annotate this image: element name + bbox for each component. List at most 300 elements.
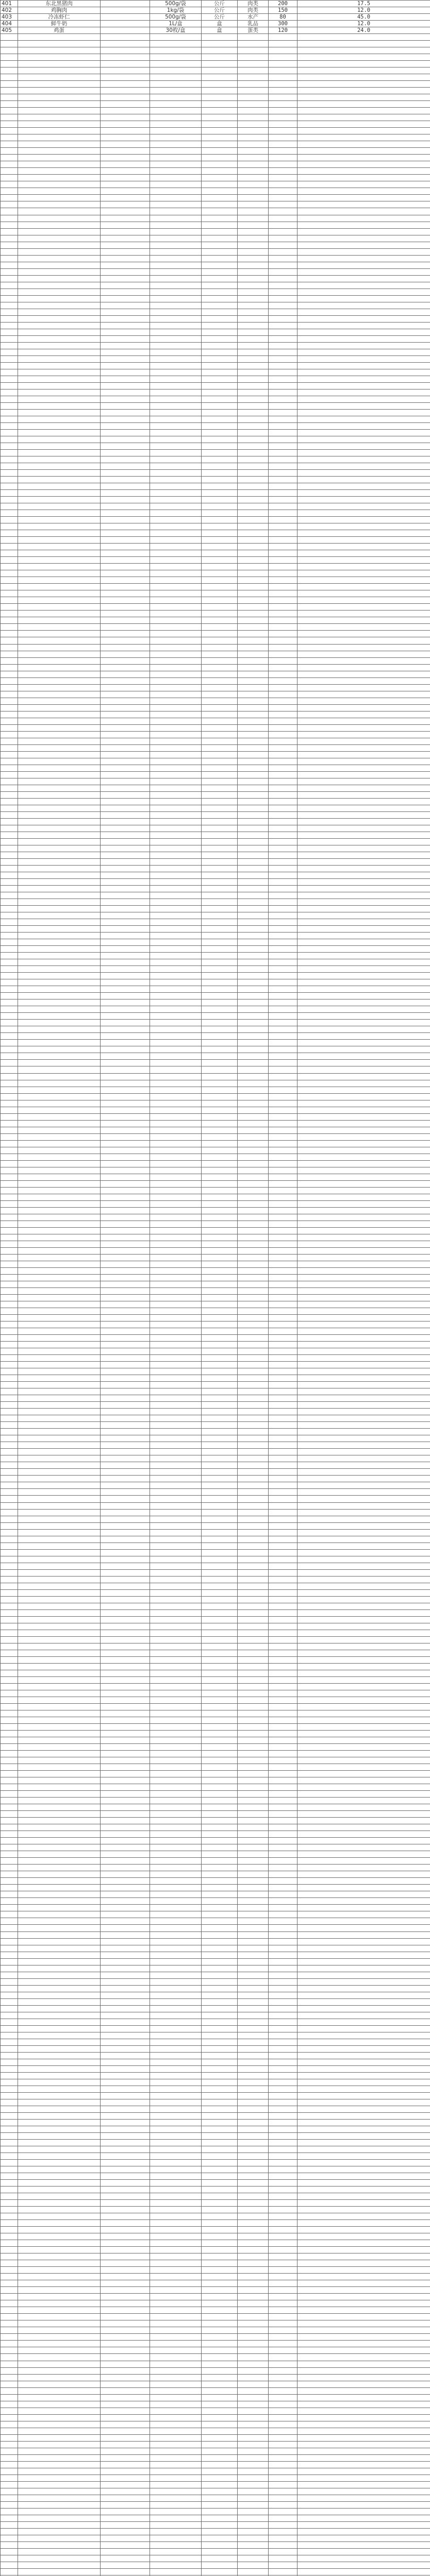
table-cell [18,2079,101,2086]
table-cell [202,268,238,275]
table-cell [18,1623,101,1630]
table-cell [101,866,150,872]
table-row [1,1663,430,1670]
table-cell [269,637,297,644]
table-cell [1,382,18,389]
table-cell [269,1335,297,1342]
table-cell [18,845,101,852]
table-row [1,677,430,684]
table-cell [202,1811,238,1818]
table-cell [238,34,269,41]
table-cell [202,1656,238,1663]
table-cell [269,88,297,94]
table-cell [1,933,18,939]
table-cell [18,637,101,644]
table-cell [1,906,18,912]
table-cell [238,973,269,979]
table-row [1,698,430,704]
table-cell [238,188,269,195]
table-cell [101,818,150,825]
table-cell [150,939,202,946]
table-cell [101,1429,150,1435]
table-row [1,1254,430,1261]
table-cell [1,61,18,67]
table-cell [150,2146,202,2153]
table-cell [101,959,150,966]
table-cell [101,228,150,235]
table-cell [1,2454,18,2461]
table-cell [101,872,150,879]
table-cell [18,41,101,47]
table-cell [1,262,18,268]
table-cell [101,1529,150,1536]
table-cell [18,1784,101,1791]
table-cell [238,852,269,858]
table-cell [150,443,202,450]
table-cell [202,2019,238,2025]
table-row [1,2394,430,2401]
table-cell [238,2528,269,2535]
table-cell [238,1227,269,1234]
table-cell [202,771,238,778]
table-cell [269,477,297,483]
table-cell [101,1315,150,1321]
table-cell [297,88,430,94]
table-cell [18,1060,101,1066]
table-cell [18,2005,101,2012]
table-cell [101,2200,150,2207]
table-cell [238,1777,269,1784]
table-row [1,1905,430,1911]
table-cell [202,2025,238,2032]
table-cell [18,1127,101,1133]
table-cell [101,456,150,463]
table-cell [202,2173,238,2180]
table-cell [1,1388,18,1395]
table-cell [1,2032,18,2039]
table-cell [297,1442,430,1449]
table-cell [1,1522,18,1529]
table-cell [101,912,150,919]
table-cell [101,2481,150,2488]
table-cell [202,785,238,791]
table-cell [101,248,150,255]
table-cell [1,744,18,751]
table-cell [150,1194,202,1200]
table-cell [297,1415,430,1422]
table-cell [18,1355,101,1362]
table-cell [297,926,430,933]
table-cell [101,2112,150,2119]
table-cell [18,2434,101,2441]
table-cell [1,2468,18,2475]
table-cell [101,798,150,805]
table-row [1,2361,430,2367]
table-row [1,1409,430,1415]
table-cell [297,2005,430,2012]
table-cell [202,1965,238,1972]
table-row [1,2367,430,2374]
table-row [1,450,430,456]
table-cell [18,389,101,396]
table-cell [202,1898,238,1905]
table-cell [1,704,18,711]
table-cell [1,590,18,597]
table-cell [269,570,297,577]
table-cell [150,2394,202,2401]
table-cell [202,2307,238,2314]
table-cell [1,409,18,416]
table-cell [238,329,269,335]
table-cell [297,235,430,242]
table-cell [18,852,101,858]
table-cell [297,497,430,503]
table-cell [1,470,18,477]
table-cell [1,617,18,624]
table-cell [202,2132,238,2139]
table-row [1,148,430,155]
table-cell [238,181,269,188]
table-cell [101,1274,150,1281]
table-cell [150,1784,202,1791]
table-cell [101,1254,150,1261]
table-cell [101,2213,150,2220]
table-cell [238,2207,269,2213]
table-cell [269,617,297,624]
table-cell [18,335,101,342]
table-cell [269,2541,297,2548]
table-row [1,1160,430,1167]
table-cell [18,2240,101,2247]
table-cell [238,1865,269,1871]
table-row [1,906,430,912]
table-cell [18,1422,101,1429]
table-cell [150,2005,202,2012]
table-cell [238,2535,269,2541]
table-cell [297,1254,430,1261]
table-cell [297,1858,430,1865]
table-cell [297,2408,430,2414]
table-cell [202,81,238,88]
table-cell [238,1241,269,1247]
table-cell [202,2227,238,2233]
table-cell [1,108,18,114]
table-cell [150,349,202,355]
table-cell [269,2354,297,2361]
table-cell [238,1120,269,1127]
table-cell [297,2173,430,2180]
table-cell [238,523,269,530]
table-cell [150,570,202,577]
table-cell [269,510,297,517]
table-row [1,2132,430,2139]
table-cell [150,604,202,611]
table-cell [18,2253,101,2260]
table-cell [101,188,150,195]
table-row [1,1422,430,1429]
table-cell [150,1409,202,1415]
table-cell [101,2099,150,2106]
table-cell [202,1348,238,1355]
table-row [1,1449,430,1455]
table-cell [297,2247,430,2253]
table-cell [238,2334,269,2341]
table-cell [238,912,269,919]
table-cell [18,2428,101,2434]
table-cell [101,1308,150,1315]
table-row [1,1476,430,1482]
table-row [1,94,430,101]
table-cell [18,677,101,684]
table-cell [1,483,18,490]
table-cell [1,2515,18,2521]
table-cell [269,382,297,389]
table-cell [202,651,238,657]
table-cell [150,590,202,597]
table-row [1,208,430,215]
table-cell [238,2025,269,2032]
table-cell [150,148,202,155]
table-cell [1,490,18,497]
table-cell [238,490,269,497]
table-cell [101,1650,150,1656]
table-cell [238,1737,269,1744]
table-cell [202,691,238,698]
table-cell [269,845,297,852]
table-row [1,1650,430,1656]
table-row [1,2106,430,2112]
table-cell [18,537,101,544]
table-cell [18,175,101,181]
table-cell [297,953,430,959]
table-cell [150,2106,202,2112]
table-cell [202,1046,238,1053]
table-cell [150,108,202,114]
table-row [1,1227,430,1234]
table-cell [1,2488,18,2495]
table-cell [269,1791,297,1798]
table-cell [1,1583,18,1589]
table-cell [150,544,202,550]
table-cell [150,899,202,906]
table-cell [238,2059,269,2065]
table-cell [238,1368,269,1375]
table-cell [101,2220,150,2227]
table-cell [150,1295,202,1301]
table-row [1,1321,430,1328]
table-cell [1,1167,18,1174]
table-cell [238,1791,269,1798]
table-cell [150,2535,202,2541]
table-cell [150,2495,202,2501]
table-row [1,872,430,879]
table-cell [269,376,297,382]
table-cell [18,94,101,101]
table-cell [238,778,269,785]
table-cell [18,81,101,88]
table-cell [150,879,202,886]
table-cell [269,1851,297,1858]
table-row [1,791,430,798]
table-cell [238,698,269,704]
table-cell [297,1073,430,1080]
table-cell [297,1321,430,1328]
table-cell [101,1462,150,1469]
table-cell [1,2434,18,2441]
table-row [1,2320,430,2327]
table-cell [1,1777,18,1784]
table-cell [101,1140,150,1147]
table-cell [101,1965,150,1972]
table-cell [202,349,238,355]
table-cell [101,2019,150,2025]
table-row [1,2294,430,2300]
table-cell [101,1670,150,1676]
table-cell [150,1315,202,1321]
table-cell [101,1026,150,1033]
table-cell [269,161,297,168]
table-cell [202,1623,238,1630]
table-cell [202,637,238,644]
table-cell [1,188,18,195]
table-cell [202,342,238,349]
table-row [1,2555,430,2562]
table-cell [18,2032,101,2039]
table-cell [150,1744,202,1751]
table-cell [297,430,430,436]
table-row [1,2207,430,2213]
table-cell [238,1362,269,1368]
table-cell [202,2012,238,2019]
table-cell [269,1227,297,1234]
table-cell [269,1154,297,1160]
table-cell [297,1918,430,1925]
table-cell [202,1771,238,1777]
table-cell [269,2475,297,2481]
table-cell [101,1583,150,1589]
table-cell [150,456,202,463]
table-cell [238,966,269,973]
table-cell [150,1154,202,1160]
table-cell [202,2207,238,2213]
table-cell [150,2187,202,2193]
table-cell [297,2448,430,2454]
table-cell [101,2132,150,2139]
table-row [1,7,430,14]
table-cell [269,1992,297,1998]
table-cell [269,2528,297,2535]
table-cell [297,604,430,611]
table-cell [1,389,18,396]
table-cell [1,523,18,530]
table-cell [1,2260,18,2267]
table-cell [150,584,202,590]
table-cell [297,577,430,584]
table-cell [101,1663,150,1670]
table-cell [202,530,238,537]
table-cell [150,953,202,959]
table-cell [101,1710,150,1717]
table-cell [269,2193,297,2200]
table-row [1,1147,430,1154]
table-cell [202,2488,238,2495]
table-cell [297,1549,430,1556]
table-cell [101,155,150,161]
table-cell [150,557,202,564]
table-cell [1,477,18,483]
table-cell [150,134,202,141]
table-cell [101,1576,150,1583]
table-cell [18,2327,101,2334]
table-cell [238,644,269,651]
table-cell [202,1100,238,1107]
table-cell [297,389,430,396]
table-cell [18,711,101,718]
table-cell [297,349,430,355]
table-cell [150,818,202,825]
table-cell [18,1382,101,1388]
table-cell [1,1435,18,1442]
table-row [1,704,430,711]
table-cell [1,295,18,302]
table-row [1,2568,430,2575]
table-cell [150,61,202,67]
table-cell [238,1992,269,1998]
table-row [1,1636,430,1643]
table-cell [18,664,101,671]
table-cell [101,282,150,289]
table-cell [18,2160,101,2166]
table-cell [101,436,150,443]
table-cell [101,302,150,309]
table-cell [101,94,150,101]
table-cell [269,463,297,470]
table-row [1,1180,430,1187]
table-cell [1,436,18,443]
table-cell [238,1113,269,1120]
table-cell [202,195,238,201]
table-cell [101,497,150,503]
table-cell [150,1402,202,1409]
table-cell [238,2508,269,2515]
table-cell [238,2065,269,2072]
table-cell [101,791,150,798]
table-cell [150,959,202,966]
table-row [1,1992,430,1998]
table-cell [1,1113,18,1120]
table-cell [238,1549,269,1556]
table-cell [1,2160,18,2166]
table-cell [297,530,430,537]
table-cell [297,2132,430,2139]
table-cell [101,1978,150,1985]
table-cell [1,1476,18,1482]
table-row [1,564,430,570]
table-cell [297,1623,430,1630]
table-cell [150,282,202,289]
table-cell [150,537,202,544]
table-body [1,1,430,2576]
table-cell [18,979,101,986]
table-cell [1,2267,18,2274]
table-cell [202,1824,238,1831]
table-cell [18,1335,101,1342]
table-cell [18,1556,101,1563]
table-cell [101,61,150,67]
table-cell [269,1395,297,1402]
table-cell [18,1978,101,1985]
table-cell [202,1335,238,1342]
